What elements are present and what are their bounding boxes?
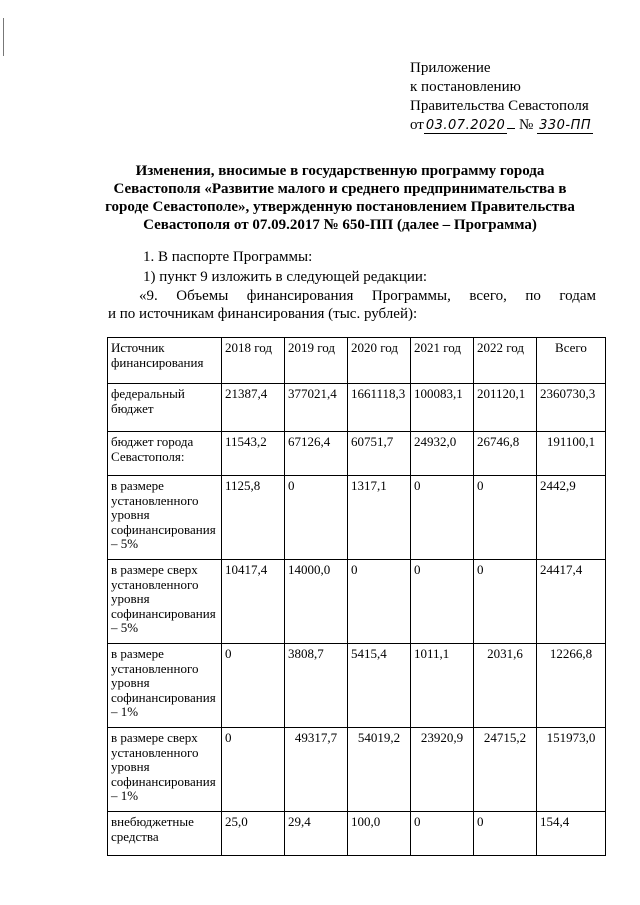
cell-2018: 25,0	[222, 812, 285, 856]
title-line-1: Изменения, вносимые в государственную программу города	[135, 163, 545, 179]
cell-2018: 1125,8	[222, 476, 285, 560]
table-row	[108, 728, 606, 812]
cell-2018: 0	[222, 644, 285, 728]
cell-2021: 0	[411, 476, 474, 560]
cell-2021: 0	[411, 812, 474, 856]
cell-total: 151973,0	[537, 728, 606, 812]
cell-total: 154,4	[537, 812, 606, 856]
title-line-4: Севастополя от 07.09.2017 № 650-ПП (далее – Программа)	[143, 217, 537, 233]
paragraph-3: «9. Объемы финансирования Программы, всего, по годам	[139, 288, 596, 304]
appendix-line-1: Приложение	[410, 60, 491, 76]
table-row	[108, 560, 606, 644]
margin-mark	[3, 18, 4, 56]
cell-2022: 0	[474, 560, 537, 644]
cell-2018: 11543,2	[222, 432, 285, 476]
cell-2021: 1011,1	[411, 644, 474, 728]
header-total: Всего	[537, 338, 606, 384]
cell-2019: 0	[285, 476, 348, 560]
header-source: Источник финансирования	[108, 338, 222, 384]
number-prefix: №	[519, 117, 534, 133]
row-label: федеральный бюджет	[108, 384, 222, 432]
document-title	[100, 162, 580, 234]
title-line-3: городе Севастополе», утвержденную постановлением Правительства	[105, 199, 575, 215]
row-label: бюджет города Севастополя:	[108, 432, 222, 476]
cell-2021: 0	[411, 560, 474, 644]
handwritten-number: 330-ПП	[539, 118, 592, 133]
header-2022: 2022 год	[474, 338, 537, 384]
header-2021: 2021 год	[411, 338, 474, 384]
header-2020: 2020 год	[348, 338, 411, 384]
row-label: в размере сверх установленного уровня софинансирования – 1%	[108, 728, 222, 812]
cell-2018: 21387,4	[222, 384, 285, 432]
table-row	[108, 644, 606, 728]
date-underline	[507, 116, 515, 129]
cell-2019: 49317,7	[285, 728, 348, 812]
appendix-line-3: Правительства Севастополя	[410, 98, 589, 114]
paragraph-1: 1. В паспорте Программы:	[143, 249, 313, 265]
cell-2021: 24932,0	[411, 432, 474, 476]
cell-2020: 1661118,3	[348, 384, 411, 432]
cell-total: 2360730,3	[537, 384, 606, 432]
cell-2022: 201120,1	[474, 384, 537, 432]
title-line-2: Севастополя «Развитие малого и среднего предпринимательства в	[113, 181, 567, 197]
cell-2021: 100083,1	[411, 384, 474, 432]
row-label: в размере сверх установленного уровня софинансирования – 5%	[108, 560, 222, 644]
cell-2022: 24715,2	[474, 728, 537, 812]
cell-total: 24417,4	[537, 560, 606, 644]
table-row	[108, 812, 606, 856]
cell-2019: 14000,0	[285, 560, 348, 644]
cell-2019: 29,4	[285, 812, 348, 856]
table-row	[108, 476, 606, 560]
cell-total: 191100,1	[537, 432, 606, 476]
cell-2022: 26746,8	[474, 432, 537, 476]
appendix-line-2: к постановлению	[410, 79, 521, 95]
cell-total: 2442,9	[537, 476, 606, 560]
row-label: в размере установленного уровня софинансирования – 1%	[108, 644, 222, 728]
paragraph-2: 1) пункт 9 изложить в следующей редакции:	[143, 269, 428, 285]
cell-2019: 67126,4	[285, 432, 348, 476]
paragraph-4: и по источникам финансирования (тыс. рублей):	[108, 306, 418, 322]
financing-table	[107, 337, 606, 856]
appendix-date-line	[410, 116, 593, 135]
header-2019: 2019 год	[285, 338, 348, 384]
cell-2020: 5415,4	[348, 644, 411, 728]
row-label: в размере установленного уровня софинансирования – 5%	[108, 476, 222, 560]
table-row	[108, 384, 606, 432]
cell-2020: 100,0	[348, 812, 411, 856]
cell-2022: 2031,6	[474, 644, 537, 728]
row-label: внебюджетные средства	[108, 812, 222, 856]
cell-2020: 0	[348, 560, 411, 644]
cell-2020: 1317,1	[348, 476, 411, 560]
cell-2018: 10417,4	[222, 560, 285, 644]
cell-2018: 0	[222, 728, 285, 812]
table-header-row	[108, 338, 606, 384]
header-2018: 2018 год	[222, 338, 285, 384]
table-row	[108, 432, 606, 476]
cell-total: 12266,8	[537, 644, 606, 728]
date-prefix: от	[410, 117, 424, 133]
cell-2020: 60751,7	[348, 432, 411, 476]
appendix-block	[410, 59, 593, 135]
cell-2022: 0	[474, 812, 537, 856]
cell-2022: 0	[474, 476, 537, 560]
cell-2019: 3808,7	[285, 644, 348, 728]
cell-2020: 54019,2	[348, 728, 411, 812]
handwritten-date: 03.07.2020	[425, 118, 506, 133]
cell-2021: 23920,9	[411, 728, 474, 812]
cell-2019: 377021,4	[285, 384, 348, 432]
